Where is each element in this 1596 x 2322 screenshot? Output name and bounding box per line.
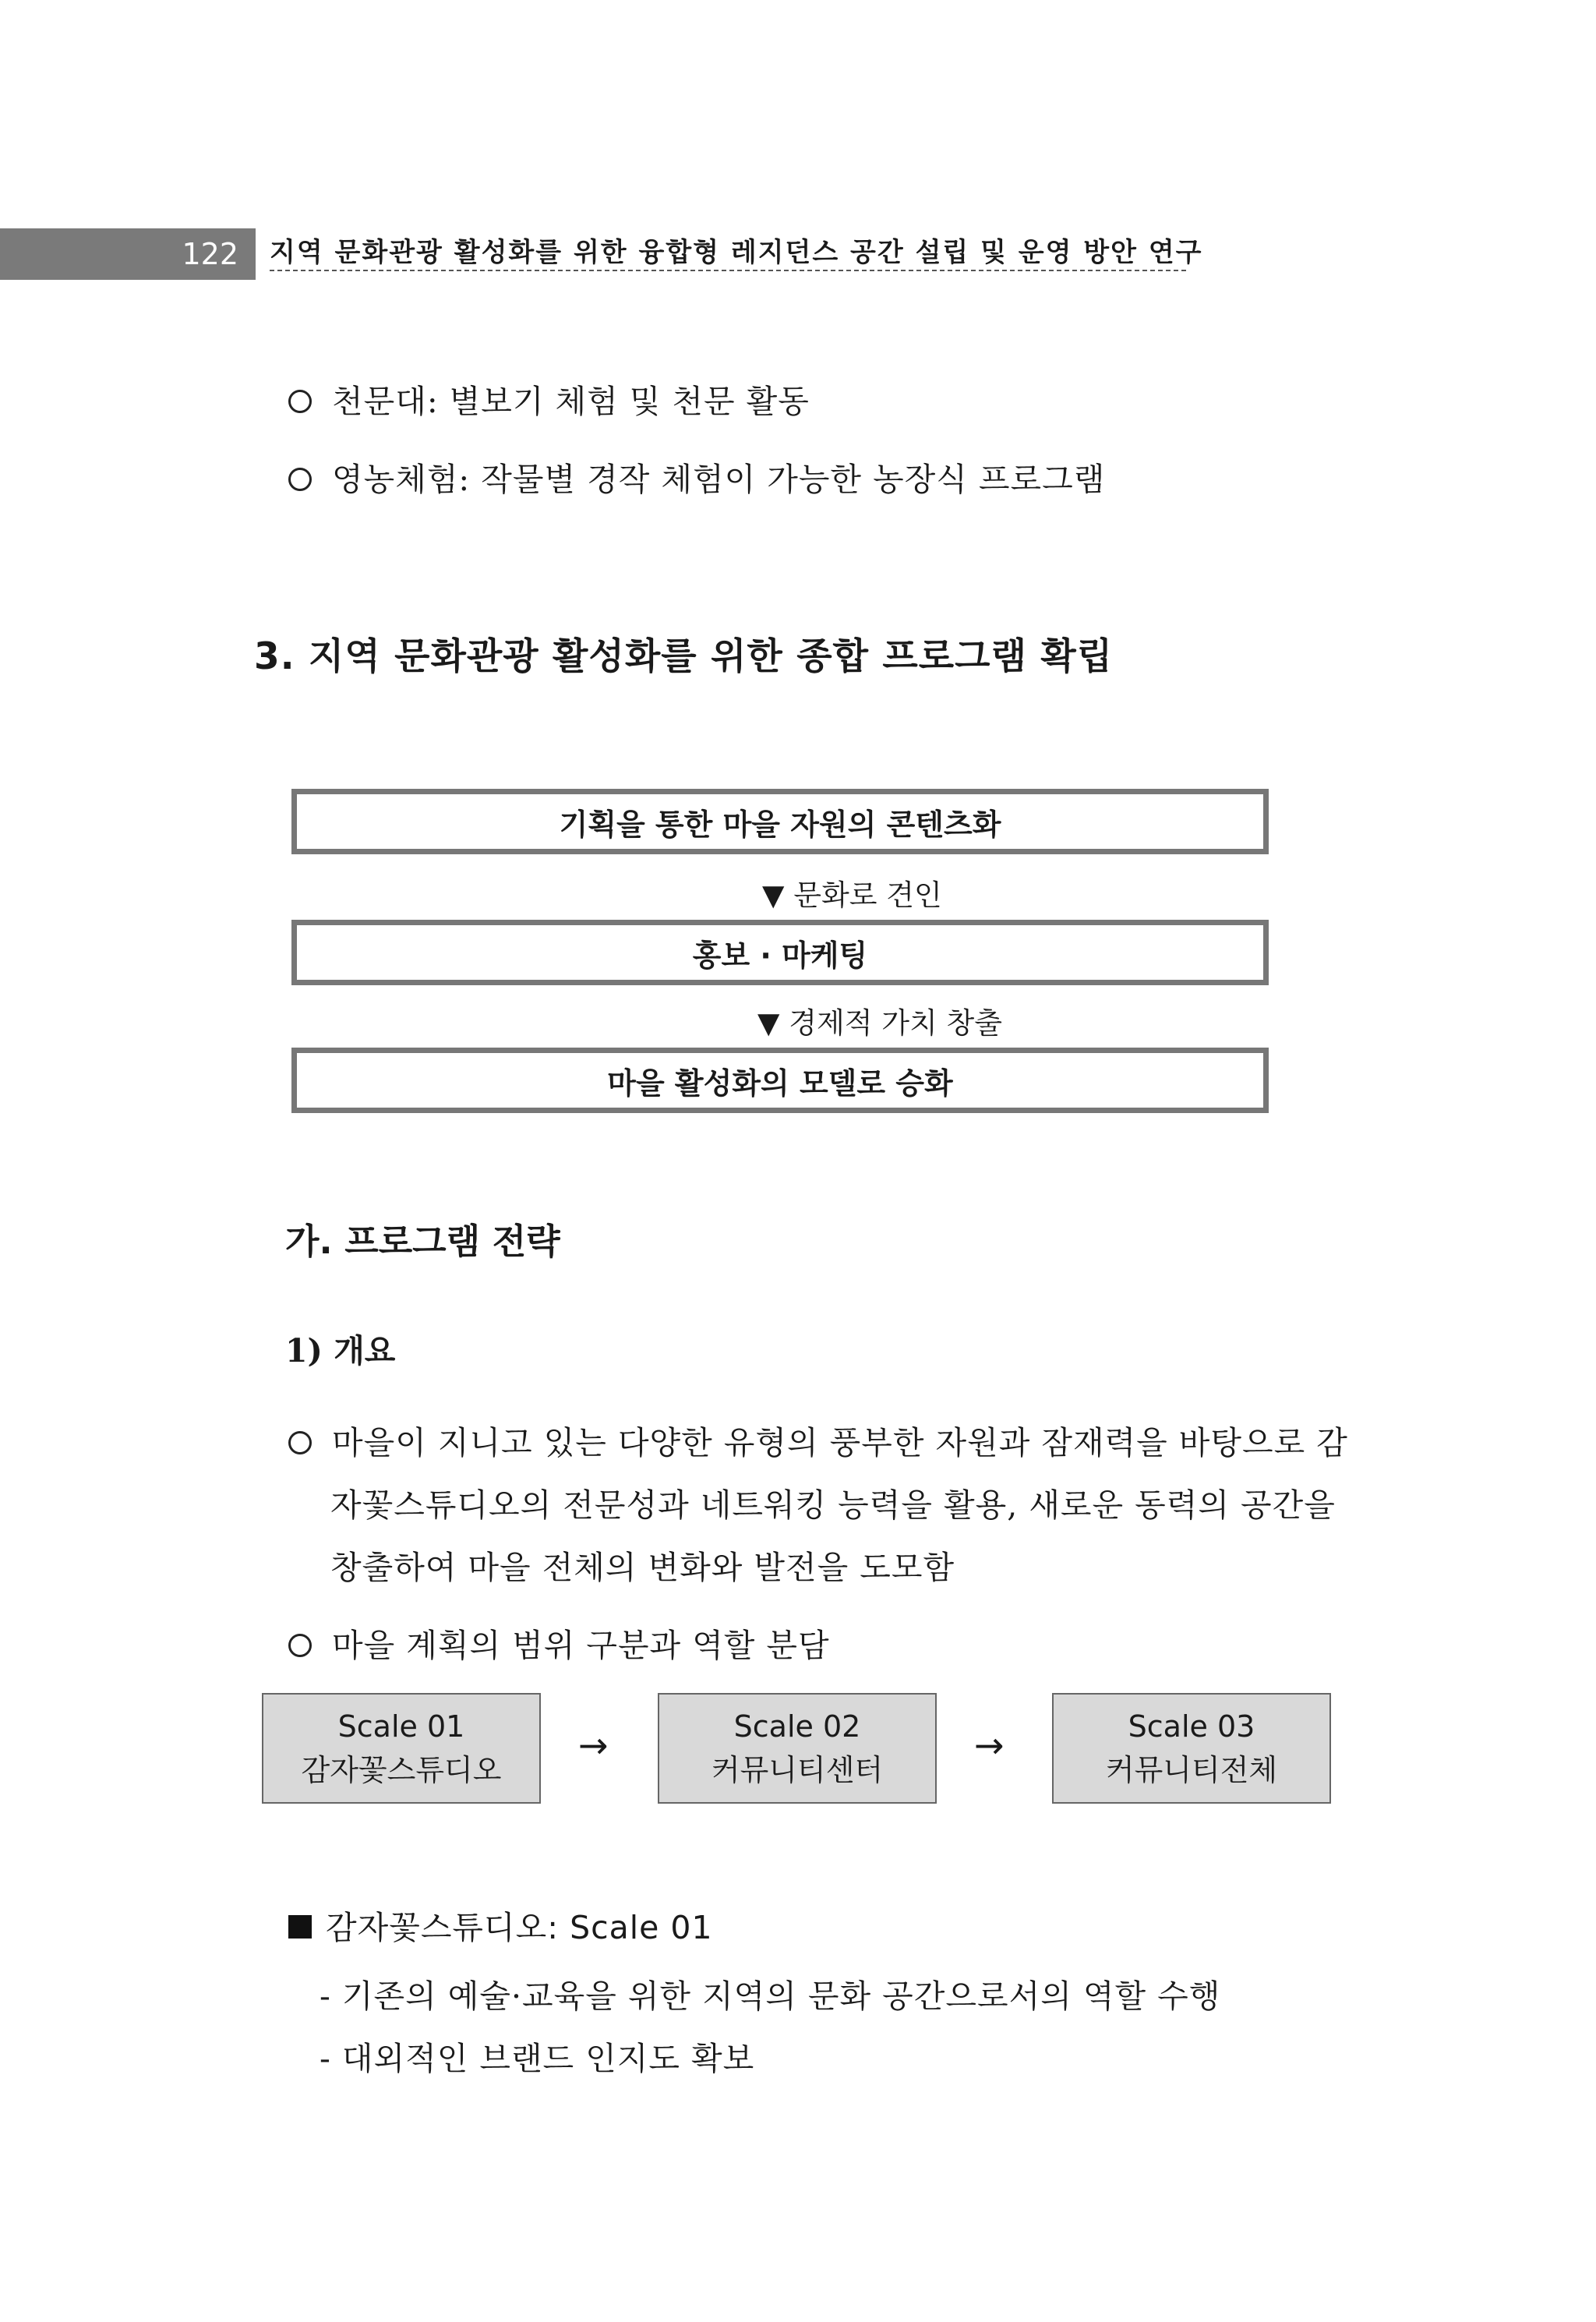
scale-label: 커뮤니티전체	[1105, 1753, 1278, 1787]
circle-bullet-icon	[288, 1634, 312, 1657]
list-item-text: 영농체험: 작물별 경작 체험이 가능한 농장식 프로그램	[332, 461, 1106, 498]
list-item-continuation: 자꽃스튜디오의 전문성과 네트워킹 능력을 활용, 새로운 동력의 공간을	[330, 1486, 1336, 1524]
right-arrow-icon: →	[974, 1724, 1005, 1766]
scale-box-01	[262, 1693, 541, 1804]
flow-box-model: 마을 활성화의 모델로 승화	[291, 1048, 1269, 1113]
list-item: - 대외적인 브랜드 인지도 확보	[320, 2040, 755, 2077]
list-item	[288, 1417, 1348, 1463]
flow-box-marketing: 홍보 · 마케팅	[291, 920, 1269, 985]
header-divider	[270, 270, 1186, 271]
list-item	[288, 376, 810, 422]
page-number: 122	[0, 228, 256, 280]
overview-heading: 1) 개요	[285, 1332, 396, 1370]
section-heading: 3. 지역 문화관광 활성화를 위한 종합 프로그램 확립	[254, 635, 1114, 678]
list-item: - 기존의 예술·교육을 위한 지역의 문화 공간으로서의 역할 수행	[320, 1977, 1221, 2015]
circle-bullet-icon	[288, 468, 312, 491]
flow-arrow-culture: ▼ 문화로 견인	[762, 878, 942, 912]
studio-heading	[288, 1902, 713, 1948]
list-item	[288, 1620, 830, 1666]
subsection-heading: 가. 프로그램 전략	[285, 1221, 560, 1262]
flow-arrow-economic: ▼ 경제적 가치 창출	[757, 1006, 1002, 1040]
scale-title: Scale 01	[337, 1709, 465, 1744]
scale-label: 감자꽃스튜디오	[301, 1753, 502, 1787]
flow-box-contentization: 기획을 통한 마을 자원의 콘텐츠화	[291, 789, 1269, 854]
running-title: 지역 문화관광 활성화를 위한 융합형 레지던스 공간 설립 및 운영 방안 연구	[270, 237, 1203, 268]
circle-bullet-icon	[288, 1431, 312, 1454]
circle-bullet-icon	[288, 390, 312, 413]
scale-box-02	[658, 1693, 937, 1804]
list-item-text: 천문대: 별보기 체험 및 천문 활동	[332, 383, 810, 420]
list-item-text: 마을이 지니고 있는 다양한 유형의 풍부한 자원과 잠재력을 바탕으로 감	[332, 1424, 1348, 1461]
scale-title: Scale 02	[733, 1709, 861, 1744]
square-bullet-icon	[288, 1915, 312, 1939]
scale-box-03	[1052, 1693, 1331, 1804]
right-arrow-icon: →	[578, 1724, 609, 1766]
scale-label: 커뮤니티센터	[711, 1753, 884, 1787]
scale-title: Scale 03	[1128, 1709, 1255, 1744]
list-item-continuation: 창출하여 마을 전체의 변화와 발전을 도모함	[330, 1549, 955, 1586]
studio-heading-text: 감자꽃스튜디오: Scale 01	[326, 1909, 713, 1946]
list-item	[288, 454, 1105, 500]
list-item-text: 마을 계획의 범위 구분과 역할 분담	[332, 1627, 830, 1664]
